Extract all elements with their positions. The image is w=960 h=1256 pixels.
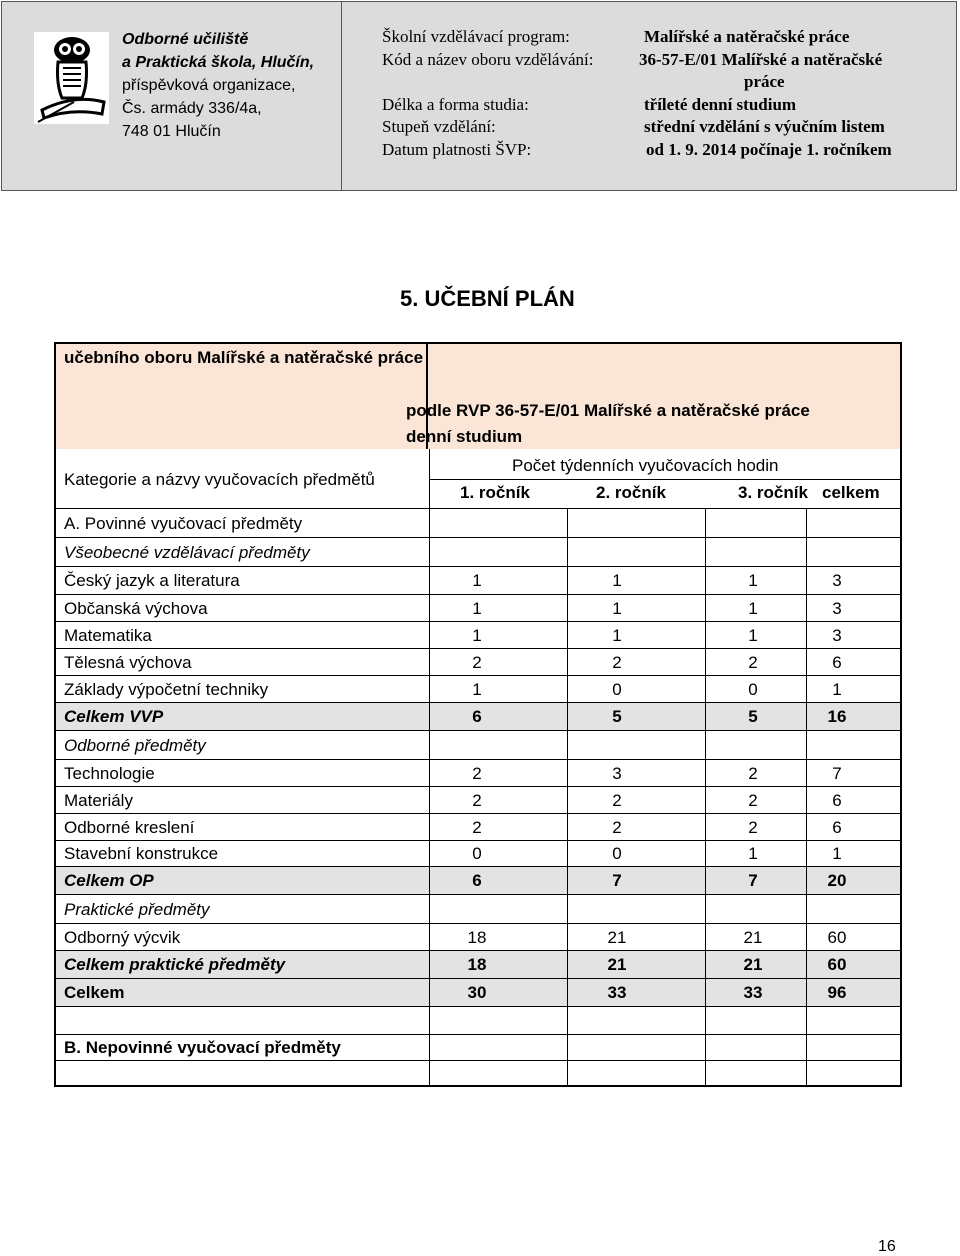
cell-year1: 18 (467, 928, 487, 947)
cell-year3: 5 (748, 707, 758, 726)
row-label: Odborné kreslení (64, 818, 195, 837)
school-type: příspěvková organizace, (122, 77, 296, 94)
cell-year1: 0 (472, 844, 482, 863)
row-label: Celkem (64, 983, 125, 1002)
rvp-label: podle RVP 36-57-E/01 Malířské a natěračské práce (406, 401, 810, 420)
cell-total: 6 (832, 653, 842, 672)
cell-year3: 33 (743, 983, 763, 1002)
school-info-cell (2, 2, 342, 190)
row-label: Celkem VVP (64, 707, 164, 726)
cell-year2: 33 (607, 983, 627, 1002)
length-value: tříleté denní studium (644, 94, 797, 114)
document-header (1, 1, 957, 191)
row-label: Všeobecné vzdělávací předměty (64, 543, 310, 562)
level-value: střední vzdělání s výučním listem (644, 117, 885, 136)
cell-year1: 2 (472, 764, 482, 783)
cell-total: 3 (832, 571, 842, 590)
cell-total: 1 (832, 844, 842, 863)
cell-year2: 0 (612, 680, 622, 699)
cell-year3: 1 (748, 626, 758, 645)
col-header-year3: 3. ročník (738, 483, 808, 502)
school-name-line1: Odborné učiliště (122, 31, 249, 48)
row-label: Celkem OP (64, 871, 154, 890)
cell-total: 3 (832, 599, 842, 618)
level-label: Stupeň vzdělání: (382, 117, 496, 136)
length-label: Délka a forma studia: (382, 94, 529, 114)
row-label: Praktické předměty (64, 900, 210, 919)
cell-year3: 21 (743, 928, 763, 947)
row-label: B. Nepovinné vyučovací předměty (64, 1038, 341, 1057)
row-label: Základy výpočetní techniky (64, 680, 269, 699)
cell-year1: 1 (472, 680, 482, 699)
hours-header: Počet týdenních vyučovacích hodin (512, 456, 779, 475)
row-label: Matematika (64, 626, 152, 645)
cell-year1: 2 (472, 791, 482, 810)
cell-year3: 2 (748, 764, 758, 783)
school-city: 748 01 Hlučín (122, 123, 221, 140)
row-label: Tělesná výchova (64, 653, 192, 672)
validity-value: od 1. 9. 2014 počínaje 1. ročníkem (646, 139, 892, 159)
row-label: Odborný výcvik (64, 928, 181, 947)
cell-year1: 2 (472, 818, 482, 837)
cell-total: 1 (832, 680, 842, 699)
cell-year1: 1 (472, 626, 482, 645)
owl-logo (34, 32, 109, 124)
cell-year2: 2 (612, 818, 622, 837)
field-code-label: Kód a název oboru vzdělávání: (382, 49, 594, 69)
col-header-year2: 2. ročník (596, 483, 666, 502)
row-label: Stavební konstrukce (64, 844, 219, 863)
cell-year2: 5 (612, 707, 622, 726)
cell-year1: 6 (472, 871, 482, 890)
cell-year3: 2 (748, 653, 758, 672)
cell-total: 96 (827, 983, 847, 1002)
row-label: Technologie (64, 764, 155, 783)
cell-year2: 21 (607, 955, 627, 974)
col-header-total: celkem (822, 483, 880, 502)
validity-label: Datum platnosti ŠVP: (382, 139, 532, 159)
field-code-value-cont: práce (744, 72, 785, 91)
category-header: Kategorie a názvy vyučovacích předmětů (64, 470, 375, 489)
program-value: Malířské a natěračské práce (644, 27, 850, 46)
cell-total: 20 (827, 871, 847, 890)
row-label: Občanská výchova (64, 599, 208, 618)
cell-total: 6 (832, 791, 842, 810)
cell-year2: 1 (612, 599, 622, 618)
row-label: A. Povinné vyučovací předměty (64, 514, 303, 533)
curriculum-table (54, 342, 902, 1087)
cell-total: 3 (832, 626, 842, 645)
page-number: 16 (878, 1238, 896, 1255)
cell-year3: 2 (748, 791, 758, 810)
cell-year3: 2 (748, 818, 758, 837)
cell-total: 16 (827, 707, 847, 726)
cell-year3: 1 (748, 844, 758, 863)
table-subtitle: učebního oboru Malířské a natěračské práce (64, 348, 424, 367)
cell-year3: 7 (748, 871, 758, 890)
cell-year2: 2 (612, 791, 622, 810)
cell-year3: 0 (748, 680, 758, 699)
cell-year1: 1 (472, 599, 482, 618)
cell-year3: 1 (748, 599, 758, 618)
study-form-label: denní studium (406, 427, 523, 446)
cell-year3: 1 (748, 571, 758, 590)
row-label: Celkem praktické předměty (64, 955, 286, 974)
cell-total: 6 (832, 818, 842, 837)
cell-year3: 21 (743, 955, 763, 974)
cell-total: 60 (827, 928, 847, 947)
cell-year1: 2 (472, 653, 482, 672)
row-label: Materiály (64, 791, 133, 810)
cell-year2: 0 (612, 844, 622, 863)
cell-year1: 30 (467, 983, 487, 1002)
field-code-value: 36-57-E/01 Malířské a natěračské (639, 49, 883, 69)
cell-year2: 7 (612, 871, 622, 890)
page-title: 5. UČEBNÍ PLÁN (400, 286, 575, 311)
cell-total: 7 (832, 764, 842, 783)
school-street: Čs. armády 336/4a, (122, 100, 262, 117)
cell-year1: 1 (472, 571, 482, 590)
school-address (122, 28, 314, 143)
cell-year2: 21 (607, 928, 627, 947)
cell-year1: 18 (467, 955, 487, 974)
school-name-line2: a Praktická škola, Hlučín, (122, 54, 315, 71)
cell-year1: 6 (472, 707, 482, 726)
program-label: Školní vzdělávací program: (382, 27, 570, 46)
row-label: Odborné předměty (64, 736, 206, 755)
col-header-year1: 1. ročník (460, 483, 530, 502)
row-label: Český jazyk a literatura (64, 571, 240, 590)
cell-year2: 3 (612, 764, 622, 783)
cell-year2: 2 (612, 653, 622, 672)
cell-total: 60 (827, 955, 847, 974)
cell-year2: 1 (612, 626, 622, 645)
cell-year2: 1 (612, 571, 622, 590)
